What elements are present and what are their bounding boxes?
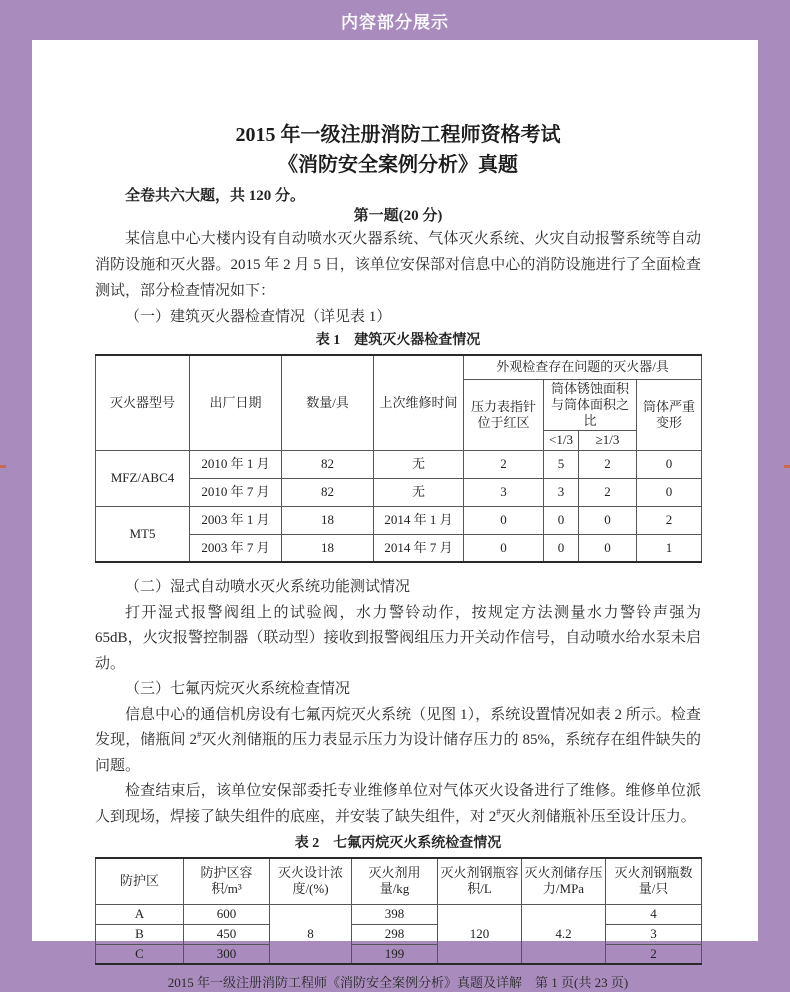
cell: 199 xyxy=(352,944,438,964)
cell: 无 xyxy=(374,478,464,506)
cell: 2014 年 7 月 xyxy=(374,534,464,562)
cell: 298 xyxy=(352,924,438,944)
document-page xyxy=(32,40,758,990)
cell: 无 xyxy=(374,450,464,478)
paragraph-text: 打开湿式报警阀组上的试验阀，水力警铃动作，按规定方法测量水力警铃声强为 65dB，火灾报警控制器（联动型）接收到报警阀组压力开关动作信号，自动喷水给水泵未启动。 xyxy=(95,604,701,672)
cell: 18 xyxy=(282,534,374,562)
cell-model: MT5 xyxy=(96,506,190,562)
cell: 2003 年 7 月 xyxy=(190,534,282,562)
paragraphs-after-table1 xyxy=(95,575,701,830)
column-header: 灭火设计浓度/(%) xyxy=(270,858,352,904)
cell-model: MFZ/ABC4 xyxy=(96,450,190,506)
cell: 3 xyxy=(544,478,579,506)
cell: 0 xyxy=(544,534,579,562)
left-edge-mark xyxy=(0,465,6,468)
table2 xyxy=(95,857,702,965)
paragraph-text: 某信息中心大楼内设有自动喷水灭火器系统、气体灭火系统、火灾自动报警系统等自动消防设施和灭火器。2015 年 2 月 5 日，该单位安保部对信息中心的消防设施进行了全面检查测试，部分检查情况如下： xyxy=(95,231,701,299)
table-row xyxy=(96,944,702,964)
column-header: ≥1/3 xyxy=(579,430,637,450)
paragraph-text: （二）湿式自动喷水灭火系统功能测试情况 xyxy=(125,579,411,595)
paragraph xyxy=(95,703,701,780)
paragraph-text: 灭火剂储瓶补压至设计压力。 xyxy=(500,808,696,825)
paragraph xyxy=(95,677,701,703)
paragraph-text: （一）建筑灭火器检查情况（详见表 1） xyxy=(125,309,392,325)
column-header: 数量/具 xyxy=(282,355,374,450)
cell: 0 xyxy=(544,506,579,534)
cell: 1 xyxy=(637,534,702,562)
cell: 0 xyxy=(637,478,702,506)
cell: 2 xyxy=(579,478,637,506)
cell: 2014 年 1 月 xyxy=(374,506,464,534)
column-header: 防护区 xyxy=(96,858,184,904)
cell: 0 xyxy=(637,450,702,478)
exam-summary-line: 全卷共六大题，共 120 分。 xyxy=(125,188,306,204)
column-header: 灭火剂用量/kg xyxy=(352,858,438,904)
cell: 2 xyxy=(637,506,702,534)
question-heading: 第一题(20 分) xyxy=(353,208,443,224)
cell: 2 xyxy=(579,450,637,478)
column-header: <1/3 xyxy=(544,430,579,450)
document-title-block xyxy=(95,120,701,180)
cell: 300 xyxy=(184,944,270,964)
paragraph xyxy=(95,779,701,830)
cell: 0 xyxy=(464,534,544,562)
cell: A xyxy=(96,904,184,924)
table-row xyxy=(96,506,702,534)
column-header: 防护区容积/m³ xyxy=(184,858,270,904)
cell: C xyxy=(96,944,184,964)
paragraph xyxy=(95,304,701,330)
cell: 82 xyxy=(282,478,374,506)
column-group-header: 筒体锈蚀面积与筒体面积之比 xyxy=(544,379,637,430)
table1-caption: 表 1 建筑灭火器检查情况 xyxy=(315,333,481,348)
paragraph-text: 信息中心的通信机房设有七氟丙烷灭火系统（见图 1），系统设置情况如表 2 所示。检查发现，储瓶间 2 xyxy=(95,706,701,748)
column-header: 灭火器型号 xyxy=(96,355,190,450)
superscript-hash: # xyxy=(196,730,202,740)
column-header: 上次维修时间 xyxy=(374,355,464,450)
cell: 18 xyxy=(282,506,374,534)
column-header: 灭火剂钢瓶容积/L xyxy=(438,858,522,904)
cell: 82 xyxy=(282,450,374,478)
cell: 2 xyxy=(464,450,544,478)
page-footer: 2015 年一级注册消防工程师《消防安全案例分析》真题及详解 第 1 页(共 23 页) xyxy=(167,975,629,990)
cell-merged: 120 xyxy=(438,904,522,964)
doc-title-line2: 《消防安全案例分析》真题 xyxy=(278,154,518,176)
table-header-row xyxy=(96,858,702,904)
column-header: 灭火剂储存压力/MPa xyxy=(522,858,606,904)
column-header: 筒体严重变形 xyxy=(637,379,702,450)
table-row xyxy=(96,904,702,924)
doc-title-line1: 2015 年一级注册消防工程师资格考试 xyxy=(235,124,561,146)
banner xyxy=(0,0,790,40)
paragraph-text: 灭火剂储瓶的压力表显示压力为设计储存压力的 85%，系统存在组件缺失的问题。 xyxy=(95,732,701,774)
cell: B xyxy=(96,924,184,944)
cell: 2003 年 1 月 xyxy=(190,506,282,534)
column-group-header: 外观检查存在问题的灭火器/具 xyxy=(464,355,702,379)
table1 xyxy=(95,354,702,563)
right-edge-mark xyxy=(784,465,790,468)
paragraph-text: 检查结束后，该单位安保部委托专业维修单位对气体灭火设备进行了维修。维修单位派人到现场，焊接了缺失组件的底座，并安装了缺失组件，对 2 xyxy=(95,783,701,825)
cell: 5 xyxy=(544,450,579,478)
table-row xyxy=(96,450,702,478)
cell: 0 xyxy=(579,534,637,562)
cell: 2010 年 7 月 xyxy=(190,478,282,506)
table2-caption: 表 2 七氟丙烷灭火系统检查情况 xyxy=(294,836,502,851)
banner-title: 内容部分展示 xyxy=(341,12,449,32)
table-row xyxy=(96,924,702,944)
cell: 2010 年 1 月 xyxy=(190,450,282,478)
cell-merged: 4.2 xyxy=(522,904,606,964)
column-header: 压力表指针位于红区 xyxy=(464,379,544,450)
cell: 0 xyxy=(579,506,637,534)
column-header: 出厂日期 xyxy=(190,355,282,450)
cell: 3 xyxy=(464,478,544,506)
table-header-row xyxy=(96,355,702,379)
paragraphs-before-table1 xyxy=(95,226,701,330)
paragraph xyxy=(95,601,701,678)
cell: 600 xyxy=(184,904,270,924)
column-header: 灭火剂钢瓶数量/只 xyxy=(606,858,702,904)
cell-merged: 8 xyxy=(270,904,352,964)
paragraph xyxy=(95,575,701,601)
superscript-hash: # xyxy=(496,806,501,817)
paragraph-text: （三）七氟丙烷灭火系统检查情况 xyxy=(125,681,351,697)
cell: 4 xyxy=(606,904,702,924)
paragraph xyxy=(95,226,701,304)
cell: 3 xyxy=(606,924,702,944)
cell: 2 xyxy=(606,944,702,964)
cell: 398 xyxy=(352,904,438,924)
cell: 450 xyxy=(184,924,270,944)
cell: 0 xyxy=(464,506,544,534)
